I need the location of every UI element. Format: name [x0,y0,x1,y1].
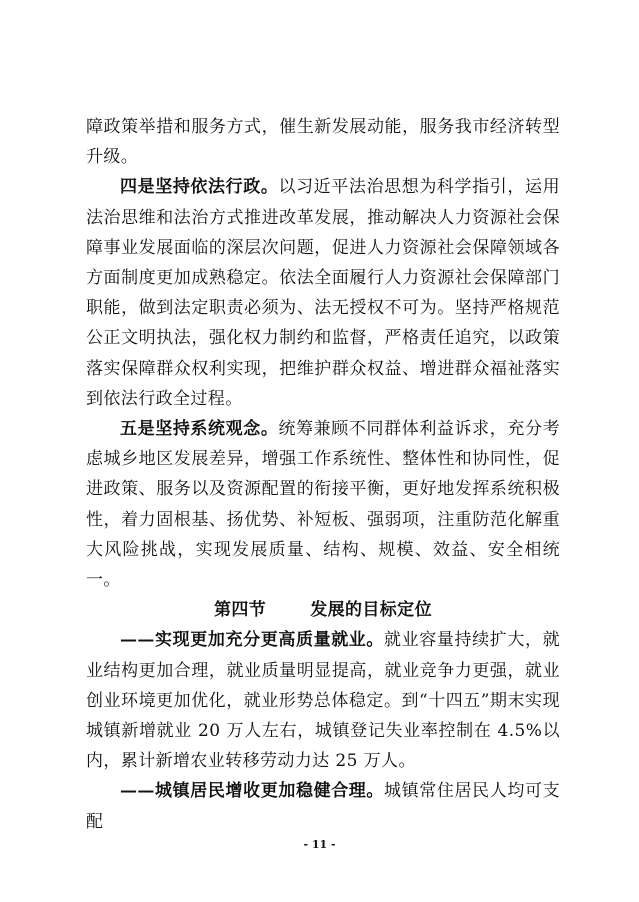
paragraph-lead: 五是坚持系统观念。 [120,419,279,440]
paragraph-continuation [86,112,560,172]
paragraph-systems-thinking [86,414,560,595]
paragraph-text: 统筹兼顾不同群体利益诉求，充分考虑城乡地区发展差异，增强工作系统性、整体性和协同性，促进政策、服务以及资源配置的衔接平衡，更好地发挥系统积极性，着力固根基、扬优势、补短板、强弱项，注重防范化解重大风险挑战，实现发展质量、结构、规模、效益、安全相统一。 [86,419,560,591]
section-number: 第四节 [213,600,267,621]
goal-income [86,776,560,836]
document-body [86,112,560,837]
section-heading [86,595,560,625]
paragraph-text: 障政策举措和服务方式，催生新发展动能，服务我市经济转型升级。 [86,117,560,168]
page-number: - 11 - [303,838,336,851]
goal-text: 城镇常住居民人均可支配 [86,781,561,832]
section-title: 发展的目标定位 [310,600,432,621]
goal-text: 就业容量持续扩大，就业结构更加合理，就业质量明显提高，就业竞争力更强，就业创业环境更加优化，就业形势总体稳定。到“十四五”期末实现城镇新增就业 20 万人左右，城镇登记失业率控制在 4.5%以内，累计新增农业转移劳动力达 25 万人。 [86,630,561,772]
goal-employment [86,625,560,776]
paragraph-lead: 四是坚持依法行政。 [120,177,279,198]
paragraph-text: 以习近平法治思想为科学指引，运用法治思维和法治方式推进改革发展，推动解决人力资源社会保障事业发展面临的深层次问题，促进人力资源社会保障领域各方面制度更加成熟稳定。依法全面履行人力资源社会保障部门职能，做到法定职责必须为、法无授权不可为。坚持严格规范公正文明执法，强化权力制约和监督，严格责任追究，以政策落实保障群众权利实现，把维护群众权益、增进群众福祉落实到依法行政全过程。 [86,177,560,409]
paragraph-rule-of-law [86,172,560,414]
goal-lead: ——城镇居民增收更加稳健合理。 [120,781,385,802]
goal-lead: ——实现更加充分更高质量就业。 [120,630,385,651]
